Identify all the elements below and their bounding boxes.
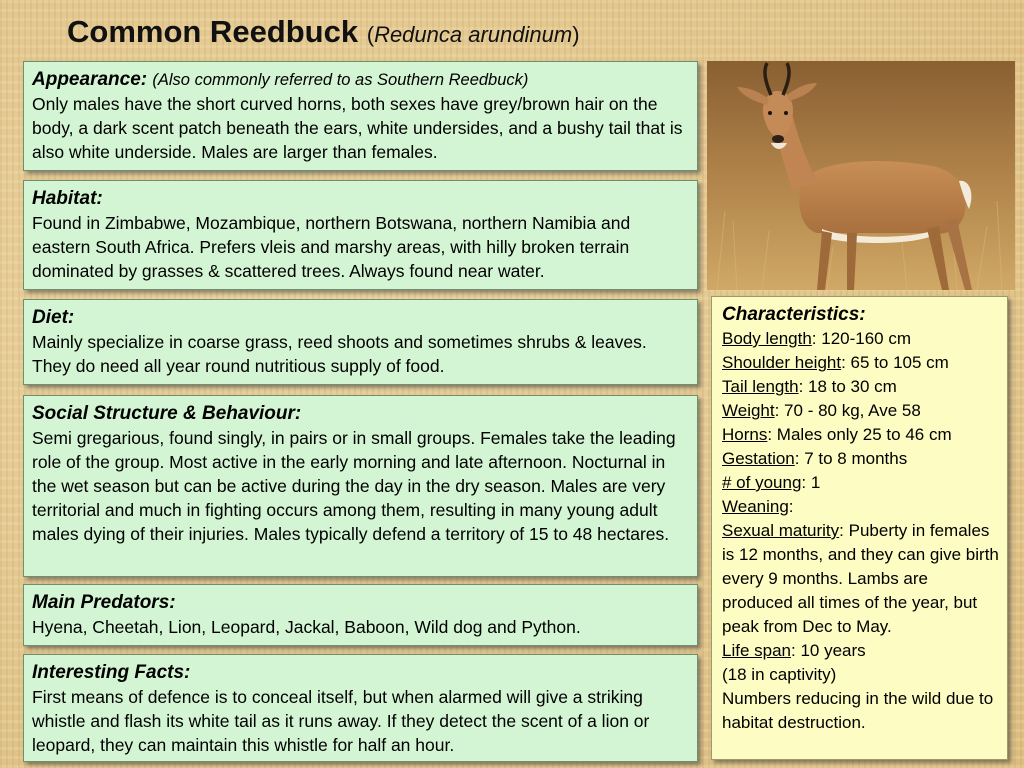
sexual-maturity-label: Sexual maturity xyxy=(722,521,840,540)
life-span-value: : 10 years xyxy=(791,641,866,660)
gestation-label: Gestation xyxy=(722,449,795,468)
facts-body: First means of defence is to conceal itself, but when alarmed will give a striking whistle and flash its white tail as it runs away. If they detect the scent of a lion or leopard, they can maintain this whistle for half an hour. xyxy=(32,687,650,755)
shoulder-height-row xyxy=(722,351,999,375)
shoulder-height-label: Shoulder height xyxy=(722,353,842,372)
sexual-maturity-value: : Puberty in females is 12 months, and they can give birth every 9 months. Lambs are produced all times of the year, but peak from Dec to May. xyxy=(722,521,999,636)
population-note: Numbers reducing in the wild due to habitat destruction. xyxy=(722,689,994,732)
predators-heading: Main Predators: xyxy=(32,592,176,613)
body-length-value: : 120-160 cm xyxy=(811,329,912,348)
body-length-label: Body length xyxy=(722,329,812,348)
title-scientific-wrapper xyxy=(367,22,580,47)
title-main: Common Reedbuck xyxy=(67,14,359,49)
diet-section xyxy=(23,299,698,385)
num-young-row xyxy=(722,471,999,495)
weaning-label: Weaning xyxy=(722,497,789,516)
title-paren-open: ( xyxy=(366,22,375,47)
diet-body: Mainly specialize in coarse grass, reed shoots and sometimes shrubs & leaves. They do need all year round nutritious supply of food. xyxy=(32,332,647,376)
appearance-heading: Appearance: xyxy=(32,69,148,90)
habitat-body: Found in Zimbabwe, Mozambique, northern Botswana, northern Namibia and eastern South Africa. Prefers vleis and marshy areas, with hilly broken terrain dominated by grasses & scattered trees. Always found near water. xyxy=(32,213,631,281)
weaning-value: : xyxy=(788,497,794,516)
title-scientific-name: Redunca arundinum xyxy=(374,22,573,47)
sexual-maturity-row xyxy=(722,519,999,639)
reedbuck-illustration xyxy=(707,61,1015,290)
life-span-row xyxy=(722,639,999,663)
gestation-value: : 7 to 8 months xyxy=(794,449,908,468)
page-title xyxy=(67,14,580,50)
characteristics-panel xyxy=(711,296,1008,760)
weight-label: Weight xyxy=(722,401,775,420)
habitat-section xyxy=(23,180,698,290)
title-paren-close: ) xyxy=(572,22,580,47)
appearance-section xyxy=(23,61,698,171)
num-young-value: : 1 xyxy=(801,473,821,492)
captivity-note: (18 in captivity) xyxy=(722,665,837,684)
weaning-row xyxy=(722,495,999,519)
social-body: Semi gregarious, found singly, in pairs or in small groups. Females take the leading role of the group. Most active in the early morning and late afternoon. Nocturnal in the wet season but can be active during the day in the dry season. Males are very territorial and much in fighting occurs among them, resulting in many young adult males dying of their injuries. Males typically defend a territory of 15 to 48 hectares. xyxy=(32,428,676,544)
habitat-heading: Habitat: xyxy=(32,188,103,209)
predators-body: Hyena, Cheetah, Lion, Leopard, Jackal, Baboon, Wild dog and Python. xyxy=(32,617,581,637)
facts-heading: Interesting Facts: xyxy=(32,662,191,683)
tail-length-value: : 18 to 30 cm xyxy=(798,377,897,396)
life-span-label: Life span xyxy=(722,641,791,660)
horns-label: Horns xyxy=(722,425,768,444)
appearance-body: Only males have the short curved horns, both sexes have grey/brown hair on the body, a dark scent patch beneath the ears, white undersides, and a bushy tail that is also white underside. Males are larger than females. xyxy=(32,94,683,162)
tail-length-row xyxy=(722,375,999,399)
weight-value: : 70 - 80 kg, Ave 58 xyxy=(774,401,921,420)
weight-row xyxy=(722,399,999,423)
appearance-note: (Also commonly referred to as Southern Reedbuck) xyxy=(152,71,529,89)
gestation-row xyxy=(722,447,999,471)
social-heading: Social Structure & Behaviour: xyxy=(32,403,302,424)
tail-length-label: Tail length xyxy=(722,377,799,396)
characteristics-heading: Characteristics: xyxy=(722,304,866,325)
facts-section xyxy=(23,654,698,762)
reedbuck-photo xyxy=(707,61,1015,290)
social-section xyxy=(23,395,698,577)
horns-row xyxy=(722,423,999,447)
horns-value: : Males only 25 to 46 cm xyxy=(767,425,952,444)
diet-heading: Diet: xyxy=(32,307,75,328)
shoulder-height-value: : 65 to 105 cm xyxy=(841,353,949,372)
predators-section xyxy=(23,584,698,646)
body-length-row xyxy=(722,327,999,351)
appearance-heading-line xyxy=(32,68,687,92)
num-young-label: # of young xyxy=(722,473,802,492)
